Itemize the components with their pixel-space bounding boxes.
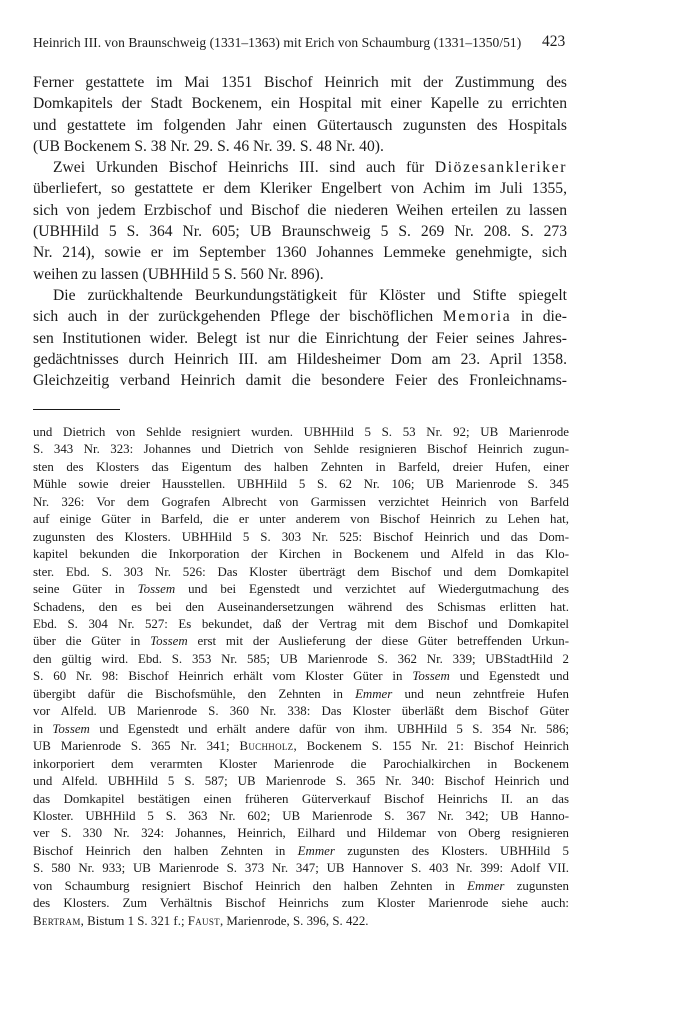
spaced-term: Diözesankleriker xyxy=(434,159,567,177)
footnote-text: , Bistum 1 S. 321 f.; xyxy=(80,913,185,928)
footnote-text: und Egenstedt und erhält andere dafür von ihm. UBHHild 5 S. 354 Nr. 586; xyxy=(99,721,569,736)
spaced-term: Memoria xyxy=(442,308,512,326)
body-line: und gestattete im folgenden Jahr einen Gütertausch zugunsten des Hospitals xyxy=(33,116,567,134)
footnote-line xyxy=(33,721,569,738)
body-line: Nr. 214), sowie er im September 1360 Johannes Lemmeke genehmigte, sich xyxy=(33,244,567,262)
footnote-line: den gültig wird. Ebd. S. 353 Nr. 585; UB Marienrode S. 362 Nr. 339; UBStadtHild 2 xyxy=(33,651,569,666)
page-number: 423 xyxy=(542,33,566,50)
footnote-line: sten des Klosters das Eigentum des halben Zehnten in Barfeld, dreier Hufen, einer xyxy=(33,459,569,474)
footnote-text: Bischof Heinrich den halben Zehnten in xyxy=(33,843,286,858)
footnote-line: Mühle sowie dreier Hausstellen. UBHHild 5 S. 62 Nr. 106; UB Marienrode S. 345 xyxy=(33,477,569,492)
italic-place-name: Tossem xyxy=(150,634,188,649)
body-line: Ferner gestattete im Mai 1351 Bischof Heinrich mit der Zustimmung des xyxy=(33,74,567,91)
footnote-text: über die Güter in xyxy=(33,634,141,649)
footnotes xyxy=(33,424,569,930)
footnote-line: Ebd. S. 304 Nr. 527: Es bekundet, daß der Vertrag mit dem Bischof und Domkapitel xyxy=(33,616,569,631)
footnote-text: UB Marienrode S. 365 Nr. 341; xyxy=(33,739,230,754)
body-line: sich von jedem Erzbischof und Bischof die niederen Weihen erteilen zu lassen xyxy=(33,201,567,219)
body-line: (UBHHild 5 S. 364 Nr. 605; UB Braunschweig 5 S. 269 Nr. 208. S. 273 xyxy=(33,223,567,241)
footnote-text: und bei Egenstedt und verzichtet auf Wiedergutmachung des xyxy=(188,582,569,597)
body-line xyxy=(33,157,567,178)
body-line: überliefert, so gestattete er dem Kleriker Engelbert von Achim im Juli 1355, xyxy=(33,180,567,198)
main-text xyxy=(33,72,567,391)
footnote-text: zugunsten xyxy=(516,878,569,893)
footnote-text: S. 60 Nr. 98: Bischof Heinrich erhält vom Kloster Güter in xyxy=(33,669,403,684)
body-line: Gleichzeitig verband Heinrich damit die besondere Feier des Fronleichnams- xyxy=(33,372,567,390)
author-name: Faust xyxy=(187,913,220,928)
body-line: weihen zu lassen (UBHHild 5 S. 560 Nr. 896). xyxy=(33,265,324,283)
footnote-text: und neun zehntfreie Hufen xyxy=(404,686,569,701)
footnote-text: übergibt dafür die Bischofsmühle, den Zehnten in xyxy=(33,686,343,701)
footnote-line: zugunsten des Klosters. UBHHild 5 S. 303 Nr. 525: Bischof Heinrich und das Dom- xyxy=(33,529,569,544)
footnote-line: auf einige Güter in Barfeld, die er unter anderem von Bischof Heinrich zu Lehen hat, xyxy=(33,512,569,527)
body-text-span: Zwei Urkunden Bischof Heinrichs III. sind auch für xyxy=(53,159,425,177)
footnote-line: Nr. 326: Vor dem Gografen Albrecht von Garmissen verzichtet Heinrich von Barfeld xyxy=(33,494,569,509)
italic-place-name: Tossem xyxy=(412,669,450,684)
body-line: Domkapitels der Stadt Bockenem, ein Hospital mit einer Kapelle zu errichten xyxy=(33,95,567,113)
footnote-line xyxy=(33,738,569,755)
author-name: Bertram xyxy=(33,913,81,928)
footnote-line: kapitel bekunden die Inkorporation der Kirchen in Bockenem und Alfeld in das Klo- xyxy=(33,547,569,562)
footnote-text: , Marienrode, S. 396, S. 422. xyxy=(219,913,369,928)
footnote-line: ster. Ebd. S. 303 Nr. 526: Das Kloster überträgt dem Bischof und dem Domkapitel xyxy=(33,564,569,579)
body-text-span: in die- xyxy=(520,308,567,326)
footnote-text: in xyxy=(33,721,44,736)
footnote-line: inkorporiert dem verarmten Kloster Marienrode die Parochialkirchen in Bockenem xyxy=(33,756,569,771)
footnote-text: zugunsten des Klosters. UBHHild 5 xyxy=(347,843,569,858)
italic-place-name: Tossem xyxy=(137,582,176,597)
italic-place-name: Emmer xyxy=(297,843,335,858)
body-text-span: sich auch in der zurückgehenden Pflege der bischöflichen xyxy=(33,308,434,326)
footnote-text: und Egenstedt und xyxy=(459,669,569,684)
footnote-text: erst mit der Auslieferung der diese Güter betreffenden Urkun- xyxy=(197,634,569,649)
footnote-line: das Domkapitel bestätigen einen früheren Güterverkauf Bischof Heinrichs II. an das xyxy=(33,791,569,806)
author-name: Buchholz xyxy=(239,739,294,754)
footnote-text: seine Güter in xyxy=(33,582,125,597)
footnote-divider xyxy=(33,409,120,410)
footnote-line xyxy=(33,668,569,685)
body-line: Die zurückhaltende Beurkundungstätigkeit für Klöster und Stifte spiegelt xyxy=(53,286,567,304)
footnote-line: des Klosters. Zum Verhältnis Bischof Heinrichs zum Kloster Marienrode siehe auch: xyxy=(33,896,569,911)
footnote-line: Schadens, den es bei den Auseinandersetzungen während des Schismas erlitten hat. xyxy=(33,599,569,614)
body-line xyxy=(33,306,567,327)
footnote-line: ver S. 330 Nr. 324: Johannes, Heinrich, Eilhard und Hildemar von Oberg resignieren xyxy=(33,826,569,841)
footnote-line xyxy=(33,843,569,860)
body-line: gedächtnisses durch Heinrich III. am Hildesheimer Dom am 23. April 1358. xyxy=(33,350,567,368)
italic-place-name: Tossem xyxy=(52,721,90,736)
footnote-line: und Dietrich von Sehlde resigniert wurden. UBHHild 5 S. 53 Nr. 92; UB Marienrode xyxy=(33,425,569,439)
footnote-line: S. 580 Nr. 933; UB Marienrode S. 373 Nr. 347; UB Hannover S. 403 Nr. 399: Adolf VII. xyxy=(33,861,569,876)
footnote-line xyxy=(33,913,569,930)
body-line: (UB Bockenem S. 38 Nr. 29. S. 46 Nr. 39. S. 48 Nr. 40). xyxy=(33,137,384,155)
footnote-text: von Schaumburg resigniert Bischof Heinrich den halben Zehnten in xyxy=(33,878,455,893)
footnote-line: und Alfeld. UBHHild 5 S. 587; UB Marienrode S. 365 Nr. 340: Bischof Heinrich und xyxy=(33,774,569,789)
footnote-line: vor Alfeld. UB Marienrode S. 360 Nr. 338: Das Kloster überläßt dem Bischof Güter xyxy=(33,704,569,719)
footnote-line: S. 343 Nr. 323: Johannes und Dietrich von Sehlde resignieren Bischof Heinrich zugun- xyxy=(33,442,569,457)
footnote-line xyxy=(33,581,569,598)
footnote-line xyxy=(33,686,569,703)
body-line: sen Institutionen wider. Belegt ist nur die Einrichtung der Feier seines Jahres- xyxy=(33,329,567,347)
italic-place-name: Emmer xyxy=(467,878,505,893)
footnote-text: , Bockenem S. 155 Nr. 21: Bischof Heinrich xyxy=(293,739,569,754)
footnote-line xyxy=(33,633,569,650)
footnote-line: Kloster. UBHHild 5 S. 363 Nr. 602; UB Marienrode S. 367 Nr. 342; UB Hanno- xyxy=(33,808,569,823)
footnote-line xyxy=(33,878,569,895)
running-title: Heinrich III. von Braunschweig (1331–1363) mit Erich von Schaumburg (1331–1350/51) xyxy=(33,35,522,50)
italic-place-name: Emmer xyxy=(355,686,393,701)
